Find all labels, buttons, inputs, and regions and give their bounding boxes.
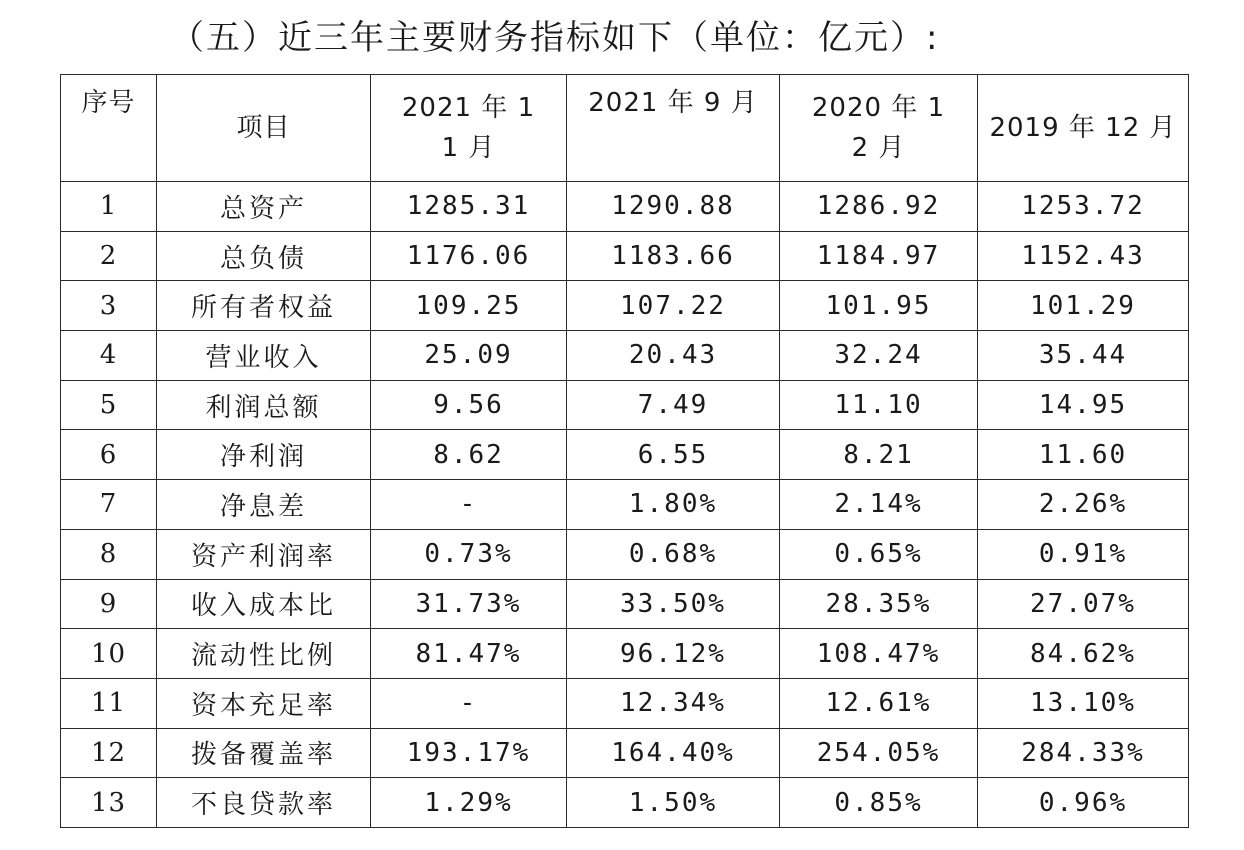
row-seq-cell: 1 (61, 182, 157, 232)
row-item-cell: 净息差 (157, 480, 371, 530)
value-2020-12-cell: 32.24 (780, 331, 978, 381)
header-item: 项目 (157, 75, 371, 182)
value-2020-12-cell: 101.95 (780, 281, 978, 331)
row-item-cell: 拨备覆盖率 (157, 728, 371, 778)
row-item-cell: 收入成本比 (157, 579, 371, 629)
row-seq-cell: 13 (61, 778, 157, 828)
value-2020-12-cell: 1184.97 (780, 231, 978, 281)
value-2021-09-cell: 12.34% (567, 678, 780, 728)
value-2020-12-cell: 11.10 (780, 380, 978, 430)
header-2019-12: 2019 年 12 月 (978, 75, 1189, 182)
value-2021-09-cell: 1183.66 (567, 231, 780, 281)
row-item-cell: 资产利润率 (157, 529, 371, 579)
value-2019-12-cell: 2.26% (978, 480, 1189, 530)
value-2021-11-cell: 193.17% (371, 728, 567, 778)
value-2019-12-cell: 84.62% (978, 629, 1189, 679)
value-2021-11-cell: 1176.06 (371, 231, 567, 281)
value-2019-12-cell: 14.95 (978, 380, 1189, 430)
table-row (61, 579, 1189, 629)
table-row (61, 529, 1189, 579)
value-2021-09-cell: 1.50% (567, 778, 780, 828)
value-2020-12-cell: 0.65% (780, 529, 978, 579)
table-row (61, 182, 1189, 232)
value-2021-09-cell: 1.80% (567, 480, 780, 530)
table-row (61, 480, 1189, 530)
value-2019-12-cell: 0.96% (978, 778, 1189, 828)
row-item-cell: 流动性比例 (157, 629, 371, 679)
financial-indicators-table (60, 74, 1189, 828)
value-2019-12-cell: 101.29 (978, 281, 1189, 331)
header-seq: 序号 (61, 75, 157, 182)
value-2020-12-cell: 28.35% (780, 579, 978, 629)
row-seq-cell: 6 (61, 430, 157, 480)
row-seq-cell: 9 (61, 579, 157, 629)
value-2020-12-cell: 254.05% (780, 728, 978, 778)
value-2021-11-cell: - (371, 480, 567, 530)
row-seq-cell: 8 (61, 529, 157, 579)
table-row (61, 430, 1189, 480)
value-2019-12-cell: 1152.43 (978, 231, 1189, 281)
table-row (61, 231, 1189, 281)
value-2019-12-cell: 1253.72 (978, 182, 1189, 232)
table-row (61, 728, 1189, 778)
value-2021-09-cell: 6.55 (567, 430, 780, 480)
value-2021-11-cell: 81.47% (371, 629, 567, 679)
row-item-cell: 利润总额 (157, 380, 371, 430)
header-row (61, 75, 1189, 182)
value-2019-12-cell: 284.33% (978, 728, 1189, 778)
value-2021-11-cell: 109.25 (371, 281, 567, 331)
value-2019-12-cell: 35.44 (978, 331, 1189, 381)
value-2020-12-cell: 0.85% (780, 778, 978, 828)
value-2021-11-cell: 31.73% (371, 579, 567, 629)
row-item-cell: 净利润 (157, 430, 371, 480)
value-2019-12-cell: 27.07% (978, 579, 1189, 629)
page-title: （五）近三年主要财务指标如下（单位：亿元）: (170, 18, 940, 58)
value-2020-12-cell: 1286.92 (780, 182, 978, 232)
value-2021-11-cell: 1.29% (371, 778, 567, 828)
value-2021-09-cell: 1290.88 (567, 182, 780, 232)
table-row (61, 629, 1189, 679)
header-2020-12: 2020 年 12 月 (780, 75, 978, 182)
value-2019-12-cell: 11.60 (978, 430, 1189, 480)
value-2019-12-cell: 0.91% (978, 529, 1189, 579)
value-2021-11-cell: - (371, 678, 567, 728)
table-body (61, 182, 1189, 828)
row-seq-cell: 10 (61, 629, 157, 679)
value-2021-09-cell: 0.68% (567, 529, 780, 579)
table-row (61, 380, 1189, 430)
value-2021-09-cell: 96.12% (567, 629, 780, 679)
row-item-cell: 不良贷款率 (157, 778, 371, 828)
value-2020-12-cell: 108.47% (780, 629, 978, 679)
value-2021-11-cell: 9.56 (371, 380, 567, 430)
value-2020-12-cell: 8.21 (780, 430, 978, 480)
value-2020-12-cell: 12.61% (780, 678, 978, 728)
table-header (61, 75, 1189, 182)
value-2021-11-cell: 1285.31 (371, 182, 567, 232)
table-row (61, 281, 1189, 331)
row-seq-cell: 2 (61, 231, 157, 281)
table-row (61, 778, 1189, 828)
row-item-cell: 资本充足率 (157, 678, 371, 728)
value-2021-09-cell: 164.40% (567, 728, 780, 778)
row-seq-cell: 3 (61, 281, 157, 331)
row-seq-cell: 12 (61, 728, 157, 778)
value-2021-11-cell: 0.73% (371, 529, 567, 579)
row-item-cell: 营业收入 (157, 331, 371, 381)
table-row (61, 331, 1189, 381)
header-2021-11: 2021 年 11 月 (371, 75, 567, 182)
value-2021-09-cell: 33.50% (567, 579, 780, 629)
row-item-cell: 总负债 (157, 231, 371, 281)
value-2021-11-cell: 8.62 (371, 430, 567, 480)
row-seq-cell: 5 (61, 380, 157, 430)
row-seq-cell: 4 (61, 331, 157, 381)
header-2021-09: 2021 年 9 月 (567, 75, 780, 182)
value-2021-11-cell: 25.09 (371, 331, 567, 381)
table-row (61, 678, 1189, 728)
row-item-cell: 所有者权益 (157, 281, 371, 331)
row-item-cell: 总资产 (157, 182, 371, 232)
value-2020-12-cell: 2.14% (780, 480, 978, 530)
value-2019-12-cell: 13.10% (978, 678, 1189, 728)
row-seq-cell: 7 (61, 480, 157, 530)
row-seq-cell: 11 (61, 678, 157, 728)
value-2021-09-cell: 7.49 (567, 380, 780, 430)
value-2021-09-cell: 107.22 (567, 281, 780, 331)
value-2021-09-cell: 20.43 (567, 331, 780, 381)
